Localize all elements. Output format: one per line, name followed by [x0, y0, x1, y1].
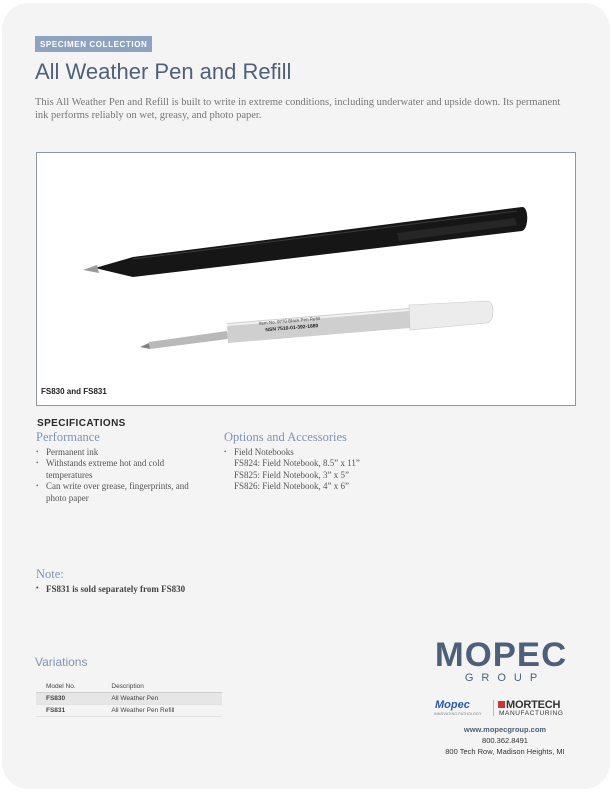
mortech-name: MORTECH — [506, 699, 561, 711]
table-row — [36, 705, 222, 717]
table-row — [36, 693, 222, 705]
column-header-description: Description — [101, 681, 222, 693]
options-section — [224, 432, 454, 493]
brand-group: GROUP — [464, 672, 546, 684]
contact-info — [420, 724, 590, 757]
pen-image — [83, 207, 527, 277]
pen-illustration — [37, 153, 575, 405]
sub-item: FS824: Field Notebook, 8.5” x 11” — [234, 458, 360, 468]
refill-imprint-line2: NSN 7510-01-392-1880 — [265, 323, 319, 334]
variations-table — [36, 681, 222, 717]
address: 800 Tech Row, Madison Heights, MI — [445, 747, 565, 756]
logo-divider — [493, 700, 494, 716]
description-cell: All Weather Pen Refill — [101, 705, 222, 717]
note-heading: Note: — [36, 567, 64, 581]
sub-brand-logos — [430, 699, 580, 717]
description-cell: All Weather Pen — [101, 693, 222, 705]
model-cell: FS831 — [36, 705, 101, 717]
specifications-heading: SPECIFICATIONS — [37, 418, 126, 429]
mortech-mark-icon — [498, 701, 505, 708]
list-item: • Permanent ink — [36, 447, 211, 459]
product-photo — [36, 152, 576, 406]
page-title: All Weather Pen and Refill — [35, 59, 292, 84]
brand-name: MOPEC — [434, 636, 568, 674]
mopec-group-logo — [420, 636, 582, 684]
column-header-model: Model No. — [36, 681, 101, 693]
note-section — [36, 567, 185, 594]
mopec-logo: Mopec — [435, 699, 470, 711]
mopec-tagline: INNOVATING PATHOLOGY — [434, 712, 482, 716]
mortech-subtitle: MANUFACTURING — [499, 710, 564, 717]
model-cell: FS830 — [36, 693, 101, 705]
website-link[interactable]: www.mopecgroup.com — [463, 725, 547, 734]
refill-image — [140, 301, 493, 349]
options-heading: Options and Accessories — [224, 430, 347, 444]
note-item: • FS831 is sold separately from FS830 — [36, 584, 185, 594]
intro-paragraph: This All Weather Pen and Refill is built to write in extreme conditions, including underwater and upside down. Its permanent ink performs reliably on wet, greasy, and photo paper. — [35, 97, 561, 121]
performance-section — [36, 432, 211, 504]
collection-tag: SPECIMEN COLLECTION — [35, 36, 152, 52]
phone-number: 800.362.8491 — [482, 736, 528, 745]
list-item: • Can write over grease, fingerprints, and photo paper — [36, 481, 211, 504]
sub-item: FS826: Field Notebook, 4” x 6” — [234, 481, 349, 491]
list-item: • Withstands extreme hot and cold temperatures — [36, 458, 211, 481]
list-item: • Field Notebooks — [224, 447, 454, 459]
variations-heading: Variations — [35, 655, 88, 669]
photo-caption: FS830 and FS831 — [41, 387, 107, 396]
refill-imprint-line1: Item No. 9770 Black Pen Refill — [258, 315, 320, 326]
sub-item: FS825: Field Notebook, 3” x 5” — [234, 469, 349, 480]
performance-heading: Performance — [36, 430, 100, 444]
